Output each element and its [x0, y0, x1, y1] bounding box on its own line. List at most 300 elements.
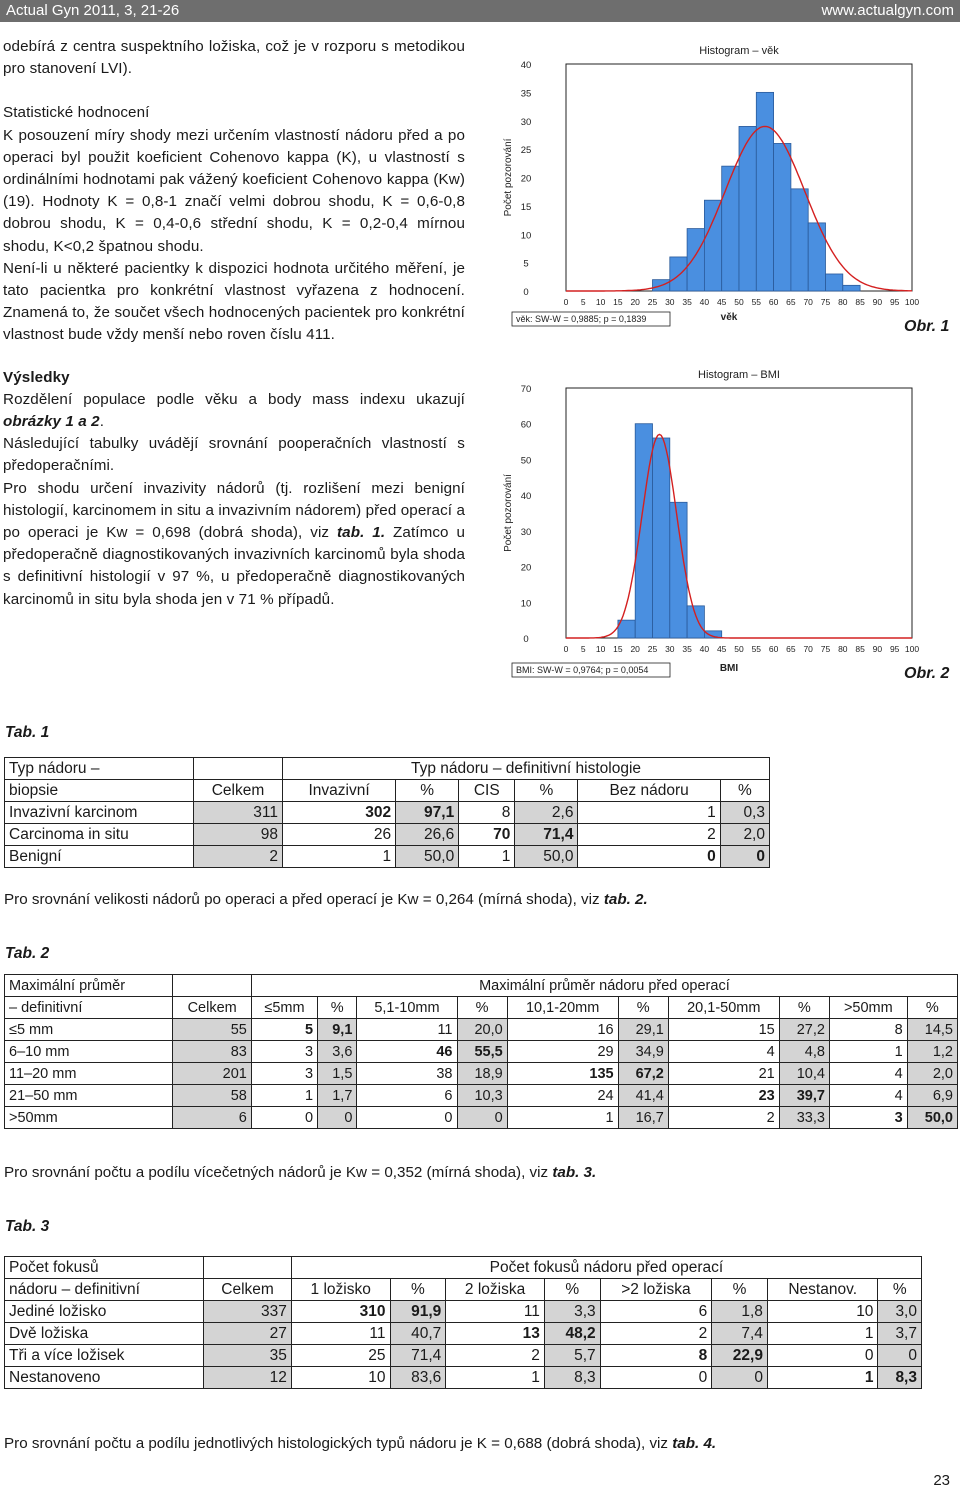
table-1	[4, 757, 770, 868]
histogram-bar	[635, 424, 652, 638]
results-3-end: Zatímco u předoperačně diagnostikovaných invazivních karcinomů byla shoda s definitivní histologií v 97 %, u předoperačně diagnostikovaných karcinomů in situ byla shoda jen v 71 % případů.	[3, 524, 466, 608]
table-cell: 5,7	[544, 1345, 600, 1367]
table-cell: 1	[578, 802, 720, 824]
x-tick-label: 35	[682, 297, 692, 307]
table-cell: 3,3	[544, 1301, 600, 1323]
table-cell: 12	[204, 1367, 292, 1389]
y-tick-label: 70	[520, 384, 532, 395]
table-header-cell	[173, 975, 251, 997]
table-cell: 1	[767, 1367, 878, 1389]
histogram-bar	[756, 92, 773, 291]
x-tick-label: 60	[768, 644, 779, 654]
x-tick-label: 75	[820, 644, 831, 654]
x-tick-label: 85	[855, 644, 865, 654]
x-tick-label: 65	[786, 297, 796, 307]
table-cell: 50,0	[515, 846, 578, 868]
table-header-cell: >50mm	[829, 997, 907, 1019]
table-cell: 1	[446, 1367, 545, 1389]
x-tick-label: 90	[872, 297, 883, 307]
table-cell: 0	[318, 1107, 357, 1129]
table-header-span: Maximální průměr nádoru před operací	[251, 975, 957, 997]
table-row	[5, 1019, 958, 1041]
y-tick-label: 35	[520, 88, 532, 100]
table-header-cell: %	[396, 780, 459, 802]
table-row	[5, 824, 770, 846]
table-cell: 10	[291, 1367, 390, 1389]
table-cell: 29	[507, 1041, 618, 1063]
table-header-cell: %	[457, 997, 507, 1019]
x-tick-label: 25	[647, 644, 658, 654]
histogram-bar	[826, 274, 843, 291]
row-label-cell: 6–10 mm	[5, 1041, 173, 1063]
table-cell: 11	[291, 1323, 390, 1345]
table-header-cell: >2 ložiska	[600, 1279, 712, 1301]
paragraph-statistics-2: Není-li u některé pacientky k dispozici hodnota určitého měření, je tato pacientka pro konkrétní vlastnost vyřazena z hodnocení. Znamená to, že součet všech hodnocených pacientek pro konkrétní vlastnost bude vždy menší nebo roven číslu 411.	[3, 259, 465, 344]
table-cell: 4	[829, 1085, 907, 1107]
table-cell: 1,7	[318, 1085, 357, 1107]
heading-results: Výsledky	[3, 368, 70, 386]
figure-age-histogram	[500, 36, 960, 336]
x-tick-label: 60	[768, 297, 779, 307]
table-cell: 55	[173, 1019, 251, 1041]
table-cell: 83,6	[390, 1367, 446, 1389]
table-cell: 0,3	[720, 802, 769, 824]
x-tick-label: 45	[716, 644, 727, 654]
journal-url: www.actualgyn.com	[821, 2, 954, 19]
figure-2-caption: Obr. 2	[904, 665, 950, 682]
table-header-cell: Celkem	[194, 780, 283, 802]
y-axis-label: Počet pozorování	[503, 138, 514, 217]
table-cell: 1	[507, 1107, 618, 1129]
table-header-cell: %	[712, 1279, 768, 1301]
table-header-cell: Maximální průměr	[5, 975, 173, 997]
table-3	[4, 1256, 922, 1389]
table-header-cell: %	[618, 997, 668, 1019]
table-cell: 71,4	[390, 1345, 446, 1367]
table-cell: 25	[291, 1345, 390, 1367]
table-header-cell: 10,1-20mm	[507, 997, 618, 1019]
y-tick-label: 30	[520, 116, 532, 128]
table-header-cell: 1 ložisko	[291, 1279, 390, 1301]
table-3-reference: tab. 3.	[552, 1164, 597, 1181]
x-tick-label: 50	[734, 297, 744, 307]
table-cell: 34,9	[618, 1041, 668, 1063]
table-header-cell: %	[907, 997, 957, 1019]
table-cell: 18,9	[457, 1063, 507, 1085]
y-axis-label: Počet pozorování	[503, 474, 514, 552]
y-tick-label: 30	[520, 526, 532, 538]
table-header-span: Typ nádoru – definitivní histologie	[283, 758, 770, 780]
table-cell: 21	[668, 1063, 779, 1085]
x-tick-label: 80	[838, 644, 848, 654]
x-tick-label: 20	[630, 644, 640, 654]
table-cell: 35	[204, 1345, 292, 1367]
table-cell: 27,2	[779, 1019, 829, 1041]
text-after-table-2	[4, 1164, 596, 1181]
x-tick-label: 10	[595, 297, 606, 307]
row-label-cell: ≤5 mm	[5, 1019, 173, 1041]
histogram-bar	[653, 438, 670, 638]
y-tick-label: 0	[523, 287, 529, 298]
table-cell: 20,0	[457, 1019, 507, 1041]
x-tick-label: 55	[751, 297, 762, 307]
row-label-cell: 21–50 mm	[5, 1085, 173, 1107]
y-tick-label: 20	[520, 173, 532, 185]
table-cell: 48,2	[544, 1323, 600, 1345]
table-cell: 24	[507, 1085, 618, 1107]
table-cell: 40,7	[390, 1323, 446, 1345]
table-2	[4, 974, 958, 1129]
table-cell: 50,0	[907, 1107, 957, 1129]
table-cell: 0	[878, 1345, 922, 1367]
table-row	[5, 975, 958, 997]
x-tick-label: 70	[803, 644, 813, 654]
journal-citation: Actual Gyn 2011, 3, 21-26	[6, 2, 180, 19]
table-cell: 97,1	[396, 802, 459, 824]
table-cell: 33,3	[779, 1107, 829, 1129]
table-header-cell: 2 ložiska	[446, 1279, 545, 1301]
y-tick-label: 10	[520, 598, 532, 610]
table-header-cell: Nestanov.	[767, 1279, 878, 1301]
x-axis-label: věk	[720, 312, 738, 323]
table-header-span: Počet fokusů nádoru před operací	[291, 1257, 921, 1279]
table-header-cell: %	[878, 1279, 922, 1301]
page-header	[0, 0, 960, 22]
table-cell: 135	[507, 1063, 618, 1085]
sentence-text: Pro srovnání velikosti nádorů po operaci a před operací je Kw = 0,264 (mírná shoda), viz	[4, 891, 604, 908]
table-cell: 2	[668, 1107, 779, 1129]
table-header-cell: %	[544, 1279, 600, 1301]
table-cell: 310	[291, 1301, 390, 1323]
results-3-text: Pro shodu určení invazivity nádorů (tj. rozlišení mezi benigní histologií, karcinomem in situ a invazivním nádorem) před operací a po operaci je Kw = 0,698 (dobrá shoda), viz	[3, 479, 465, 542]
table-row	[5, 1085, 958, 1107]
table-cell: 6	[173, 1107, 251, 1129]
paragraph-results-3	[3, 478, 465, 611]
table-row	[5, 1367, 922, 1389]
table-cell: 58	[173, 1085, 251, 1107]
table-cell: 8,3	[544, 1367, 600, 1389]
table-header-cell	[194, 758, 283, 780]
x-tick-label: 40	[699, 297, 710, 307]
table-header-cell: CIS	[459, 780, 515, 802]
table-cell: 15	[668, 1019, 779, 1041]
age-histogram-chart	[500, 36, 960, 336]
normal-curve	[566, 434, 912, 638]
table-cell: 2,0	[720, 824, 769, 846]
table-1-label: Tab. 1	[5, 724, 50, 741]
table-cell: 14,5	[907, 1019, 957, 1041]
table-cell: 8	[600, 1345, 712, 1367]
x-tick-label: 75	[820, 297, 831, 307]
table-header-cell: Typ nádoru –	[5, 758, 194, 780]
table-cell: 1,5	[318, 1063, 357, 1085]
table-cell: 46	[357, 1041, 457, 1063]
table-cell: 0	[251, 1107, 317, 1129]
table-cell: 302	[283, 802, 396, 824]
table-2-reference: tab. 2.	[603, 891, 648, 908]
table-header-cell: 20,1-50mm	[668, 997, 779, 1019]
table-header-cell: Celkem	[173, 997, 251, 1019]
table-cell: 26	[283, 824, 396, 846]
y-tick-label: 0	[523, 634, 529, 645]
table-cell: 1	[767, 1323, 878, 1345]
table-header-cell: Bez nádoru	[578, 780, 720, 802]
table-row	[5, 758, 770, 780]
page-number: 23	[933, 1472, 950, 1489]
table-cell: 4,8	[779, 1041, 829, 1063]
results-1-text: Rozdělení populace podle věku a body mass indexu ukazují	[3, 390, 465, 408]
table-header-cell: ≤5mm	[251, 997, 317, 1019]
table-header-cell: %	[779, 997, 829, 1019]
table-row	[5, 997, 958, 1019]
table-cell: 311	[194, 802, 283, 824]
table-header-cell: 5,1-10mm	[357, 997, 457, 1019]
table-cell: 83	[173, 1041, 251, 1063]
table-row	[5, 1345, 922, 1367]
table-cell: 2,6	[515, 802, 578, 824]
table-cell: 41,4	[618, 1085, 668, 1107]
table-cell: 3,7	[878, 1323, 922, 1345]
histogram-bar	[687, 229, 704, 291]
table-cell: 29,1	[618, 1019, 668, 1041]
table-cell: 2	[194, 846, 283, 868]
table-2-label: Tab. 2	[5, 945, 50, 962]
table-cell: 7,4	[712, 1323, 768, 1345]
chart-title: Histogram – věk	[699, 45, 779, 57]
table-cell: 4	[829, 1063, 907, 1085]
table-cell: 8	[459, 802, 515, 824]
table-cell: 9,1	[318, 1019, 357, 1041]
x-tick-label: 35	[682, 644, 692, 654]
x-tick-label: 10	[595, 644, 606, 654]
x-tick-label: 0	[563, 297, 569, 307]
table-cell: 8	[829, 1019, 907, 1041]
x-tick-label: 100	[904, 644, 920, 654]
paragraph-statistics-1: K posouzení míry shody mezi určením vlastností nádoru před a po operaci byl použit koeficient Cohenovo kappa (K), u vlastností s ordinálními hodnotami pak vážený koeficient Cohenovo kappa (Kw) (19). Hodnoty K = 0,8-1 značí velmi dobrou shodu, K = 0,6-0,8 dobrou shodu, K = 0,4-0,6 střední shodu, K = 0,2-0,4 mírnou shodu, K<0,2 špatnou shodu.	[3, 126, 465, 255]
table-cell: 337	[204, 1301, 292, 1323]
x-tick-label: 30	[665, 297, 675, 307]
table-cell: 0	[457, 1107, 507, 1129]
stats-text: věk: SW-W = 0,9885; p = 0,1839	[516, 314, 647, 324]
table-cell: 55,5	[457, 1041, 507, 1063]
table-cell: 8,3	[878, 1367, 922, 1389]
y-tick-label: 40	[520, 491, 532, 503]
x-tick-label: 85	[855, 297, 865, 307]
x-tick-label: 15	[613, 297, 623, 307]
x-tick-label: 95	[889, 644, 900, 654]
text-after-table-1	[4, 891, 648, 908]
row-label-cell: Tři a více ložisek	[5, 1345, 204, 1367]
table-cell: 3	[251, 1041, 317, 1063]
table-cell: 91,9	[390, 1301, 446, 1323]
x-axis-label: BMI	[719, 663, 739, 674]
chart-title: Histogram – BMI	[698, 369, 780, 381]
table-cell: 3	[251, 1063, 317, 1085]
results-1-end: .	[99, 413, 105, 431]
x-tick-label: 90	[872, 644, 883, 654]
x-tick-label: 70	[803, 297, 813, 307]
table-cell: 50,0	[396, 846, 459, 868]
table-header-cell: %	[515, 780, 578, 802]
histogram-bar	[670, 257, 687, 291]
table-cell: 23	[668, 1085, 779, 1107]
y-tick-label: 25	[520, 145, 532, 157]
table-cell: 6,9	[907, 1085, 957, 1107]
histogram-bar	[687, 606, 704, 638]
table-row	[5, 780, 770, 802]
plot-frame	[566, 388, 912, 638]
table-cell: 3,0	[878, 1301, 922, 1323]
y-tick-label: 20	[520, 562, 532, 574]
x-tick-label: 95	[889, 297, 900, 307]
x-tick-label: 25	[647, 297, 658, 307]
heading-statistics: Statistické hodnocení	[3, 104, 150, 122]
histogram-bar	[843, 285, 860, 291]
table-row	[5, 802, 770, 824]
row-label-cell: Invazivní karcinom	[5, 802, 194, 824]
table-row	[5, 1107, 958, 1129]
table-header-cell: Invazivní	[283, 780, 396, 802]
table-cell: 2	[446, 1345, 545, 1367]
sentence-text: Pro srovnání počtu a podílu jednotlivých histologických typů nádoru je K = 0,688 (dobrá shoda), viz	[4, 1435, 673, 1452]
x-tick-label: 45	[716, 297, 727, 307]
row-label-cell: Benigní	[5, 846, 194, 868]
table-cell: 3	[829, 1107, 907, 1129]
table-cell: 0	[357, 1107, 457, 1129]
bmi-histogram-chart	[500, 365, 960, 685]
table-cell: 1	[251, 1085, 317, 1107]
table-cell: 70	[459, 824, 515, 846]
histogram-bar	[791, 189, 808, 291]
table-cell: 13	[446, 1323, 545, 1345]
table-header-cell: %	[390, 1279, 446, 1301]
table-cell: 1	[283, 846, 396, 868]
paragraph-results-1	[3, 389, 465, 433]
table-row	[5, 1257, 922, 1279]
table-cell: 6	[357, 1085, 457, 1107]
table-header-cell: %	[318, 997, 357, 1019]
row-label-cell: Jediné ložisko	[5, 1301, 204, 1323]
table-cell: 5	[251, 1019, 317, 1041]
table-row	[5, 1041, 958, 1063]
table-header-cell: Počet fokusů	[5, 1257, 204, 1279]
x-tick-label: 0	[563, 644, 569, 654]
table-cell: 2	[578, 824, 720, 846]
table-cell: 10,3	[457, 1085, 507, 1107]
table-cell: 27	[204, 1323, 292, 1345]
table-1-reference: tab. 1.	[337, 524, 386, 542]
table-cell: 1	[829, 1041, 907, 1063]
table-cell: 98	[194, 824, 283, 846]
figure-1-caption: Obr. 1	[904, 318, 950, 335]
histogram-bar	[774, 143, 791, 291]
table-cell: 4	[668, 1041, 779, 1063]
table-cell: 11	[357, 1019, 457, 1041]
y-tick-label: 10	[520, 230, 532, 242]
y-tick-label: 40	[520, 60, 532, 71]
table-row	[5, 846, 770, 868]
x-tick-label: 20	[630, 297, 640, 307]
table-cell: 39,7	[779, 1085, 829, 1107]
paragraph-results-2: Následující tabulky uvádějí srovnání pooperačních vlastností s předoperačními.	[3, 435, 465, 475]
table-cell: 0	[720, 846, 769, 868]
histogram-bar	[722, 166, 739, 291]
x-tick-label: 80	[838, 297, 848, 307]
row-label-cell: Nestanoveno	[5, 1367, 204, 1389]
x-tick-label: 5	[580, 297, 586, 307]
table-cell: 1,2	[907, 1041, 957, 1063]
table-4-reference: tab. 4.	[672, 1435, 717, 1452]
table-cell: 10,4	[779, 1063, 829, 1085]
row-label-cell: Carcinoma in situ	[5, 824, 194, 846]
table-cell: 6	[600, 1301, 712, 1323]
paragraph-intro: odebírá z centra suspektního ložiska, což je v rozporu s metodikou pro stanovení LVI).	[3, 38, 465, 78]
table-cell: 2	[600, 1323, 712, 1345]
table-cell: 10	[767, 1301, 878, 1323]
table-cell: 26,6	[396, 824, 459, 846]
y-tick-label: 50	[520, 455, 532, 467]
table-cell: 3,6	[318, 1041, 357, 1063]
table-header-cell: biopsie	[5, 780, 194, 802]
table-header-cell: nádoru – definitivní	[5, 1279, 204, 1301]
text-after-table-3	[4, 1435, 716, 1452]
sentence-text: Pro srovnání počtu a podílu vícečetných nádorů je Kw = 0,352 (mírná shoda), viz	[4, 1164, 553, 1181]
row-label-cell: Dvě ložiska	[5, 1323, 204, 1345]
table-cell: 16,7	[618, 1107, 668, 1129]
table-row	[5, 1301, 922, 1323]
table-cell: 11	[446, 1301, 545, 1323]
x-tick-label: 30	[665, 644, 675, 654]
y-tick-label: 60	[520, 419, 532, 431]
table-cell: 201	[173, 1063, 251, 1085]
left-column-text	[3, 36, 465, 611]
table-header-cell	[204, 1257, 292, 1279]
table-cell: 22,9	[712, 1345, 768, 1367]
table-cell: 38	[357, 1063, 457, 1085]
table-cell: 0	[600, 1367, 712, 1389]
x-tick-label: 15	[613, 644, 623, 654]
table-cell: 0	[712, 1367, 768, 1389]
table-cell: 16	[507, 1019, 618, 1041]
table-cell: 2,0	[907, 1063, 957, 1085]
x-tick-label: 40	[699, 644, 710, 654]
figure-reference: obrázky 1 a 2	[3, 413, 100, 431]
table-3-label: Tab. 3	[5, 1218, 50, 1235]
table-header-cell: Celkem	[204, 1279, 292, 1301]
table-row	[5, 1063, 958, 1085]
stats-text: BMI: SW-W = 0,9764; p = 0,0054	[516, 665, 649, 675]
table-cell: 71,4	[515, 824, 578, 846]
table-row	[5, 1323, 922, 1345]
x-tick-label: 5	[580, 644, 586, 654]
table-row	[5, 1279, 922, 1301]
table-cell: 1	[459, 846, 515, 868]
x-tick-label: 100	[904, 297, 920, 307]
table-header-cell: %	[720, 780, 769, 802]
x-tick-label: 50	[734, 644, 744, 654]
figure-bmi-histogram	[500, 365, 960, 685]
y-tick-label: 15	[520, 201, 532, 213]
x-tick-label: 55	[751, 644, 762, 654]
table-cell: 1,8	[712, 1301, 768, 1323]
table-header-cell: – definitivní	[5, 997, 173, 1019]
row-label-cell: >50mm	[5, 1107, 173, 1129]
table-cell: 67,2	[618, 1063, 668, 1085]
table-cell: 0	[767, 1345, 878, 1367]
table-cell: 0	[578, 846, 720, 868]
x-tick-label: 65	[786, 644, 796, 654]
histogram-bar	[704, 200, 721, 291]
